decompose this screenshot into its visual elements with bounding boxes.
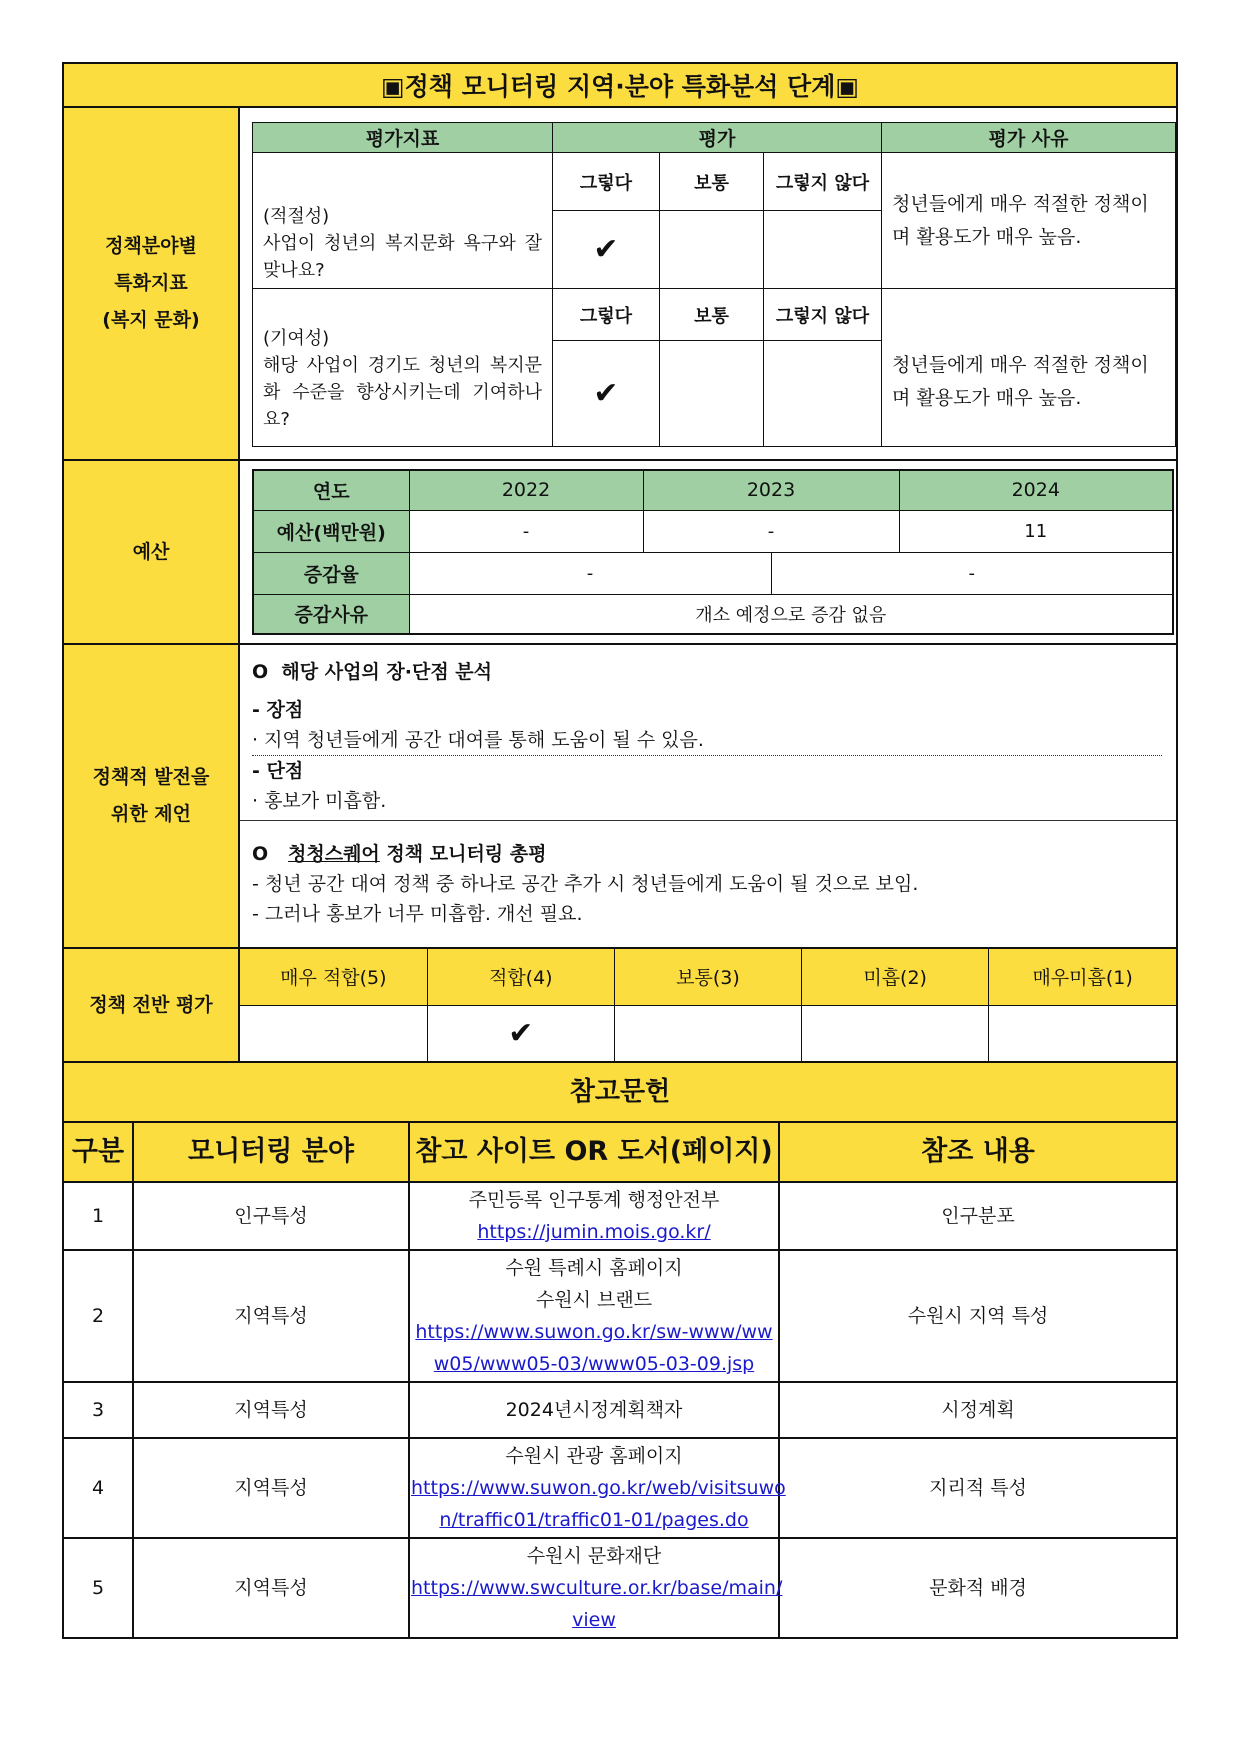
empty-cell: [989, 1005, 1176, 1061]
change-reason-label: 증감사유: [253, 594, 409, 634]
ref-field: 지역특성: [133, 1382, 409, 1438]
budget-side-label: 예산: [63, 460, 239, 644]
option-no-1: 그렇지 않다: [764, 153, 882, 211]
ref-source-line: 주민등록 인구통계 행정안전부: [468, 1189, 720, 1211]
proposal-side-label: [63, 644, 239, 948]
ref-source-line: 수원 특례시 홈페이지: [505, 1257, 683, 1279]
budget-label: 예산(백만원): [253, 510, 409, 552]
empty-cell: [660, 341, 764, 447]
ref-link[interactable]: [411, 1472, 786, 1536]
ref-source: [409, 1538, 783, 1638]
summary-title-text: 정책 모니터링 총평: [386, 843, 547, 865]
option-no-2: 그렇지 않다: [764, 289, 882, 341]
reason-1: 청년들에게 매우 적절한 정책이며 활용도가 매우 높음.: [882, 153, 1176, 289]
ref-source: [409, 1250, 779, 1382]
indicator-header: 평가지표: [253, 123, 553, 153]
ref-header-source: 참고 사이트 OR 도서(페이지): [409, 1122, 779, 1182]
ref-source-line: 수원시 브랜드: [535, 1289, 653, 1311]
monitoring-table: [62, 62, 1178, 1063]
table-row: [63, 1438, 1177, 1538]
summary-line-1: - 청년 공간 대여 정책 중 하나로 공간 추가 시 청년들에게 도움이 될 것으로 보임.: [252, 873, 919, 895]
indicator-side-line-2: 특화지표: [114, 272, 188, 294]
references-table: [62, 1061, 1178, 1639]
budget-2024: 11: [899, 510, 1173, 552]
budget-cell: [239, 460, 1177, 644]
ref-no: 4: [63, 1438, 133, 1538]
budget-2022: -: [409, 510, 643, 552]
indicator-table: [252, 122, 1176, 447]
ref-no: 5: [63, 1538, 133, 1638]
table-row: [63, 1250, 1177, 1382]
ref-source-line: 수원시 문화재단: [526, 1545, 662, 1567]
reason-header: 평가 사유: [882, 123, 1176, 153]
ref-source-line: 수원시 관광 홈페이지: [505, 1445, 683, 1467]
ref-source: 2024년시정계획책자: [409, 1382, 779, 1438]
indicator-category-1: (적절성): [263, 206, 330, 227]
empty-cell: [614, 1005, 801, 1061]
ref-source: [409, 1182, 779, 1250]
year-2022: 2022: [409, 470, 643, 510]
ref-field: 지역특성: [133, 1538, 409, 1638]
change-reason: 개소 예정으로 증감 없음: [409, 594, 1173, 634]
ref-link[interactable]: https://jumin.mois.go.kr/: [477, 1221, 711, 1243]
table-row: [63, 1182, 1177, 1250]
analysis-title-text: 해당 사업의 장·단점 분석: [281, 661, 492, 683]
circle-bullet-icon: O: [252, 661, 269, 683]
table-row: [63, 1538, 1177, 1638]
level-3: 보통(3): [614, 949, 801, 1005]
year-2024: 2024: [899, 470, 1173, 510]
rate-label: 증감율: [253, 552, 409, 594]
rate-1: -: [409, 552, 771, 594]
page-title: ▣정책 모니터링 지역·분야 특화분석 단계▣: [63, 63, 1177, 107]
ref-link-line[interactable]: https://www.suwon.go.kr/sw-www/ww: [415, 1321, 773, 1343]
analysis-title: [252, 657, 1162, 687]
rate-2: -: [771, 552, 1173, 594]
option-yes-1: 그렇다: [553, 153, 660, 211]
ref-content: 수원시 지역 특성: [779, 1250, 1177, 1382]
indicator-question-2: [253, 289, 553, 447]
empty-cell: [764, 341, 882, 447]
indicator-side-label: [63, 107, 239, 460]
ref-content: 문화적 배경: [779, 1538, 1177, 1638]
strength-text: · 지역 청년들에게 공간 대여를 통해 도움이 될 수 있음.: [252, 725, 1162, 756]
indicator-cell: [239, 107, 1177, 460]
budget-2023: -: [643, 510, 899, 552]
overall-table: [240, 949, 1176, 1061]
ref-link-line[interactable]: w05/www05-03/www05-03-09.jsp: [433, 1353, 755, 1375]
ref-link[interactable]: [411, 1316, 777, 1380]
ref-header-field: 모니터링 분야: [133, 1122, 409, 1182]
empty-cell: [764, 211, 882, 289]
document-sheet: [62, 62, 1178, 1639]
references-title: 참고문헌: [63, 1062, 1177, 1122]
check-mark-icon: ✔: [553, 341, 660, 447]
level-4: 적합(4): [427, 949, 614, 1005]
option-normal-2: 보통: [660, 289, 764, 341]
summary-line-2: - 그러나 홍보가 너무 미흡함. 개선 필요.: [252, 903, 583, 925]
indicator-category-2: (기여성): [263, 328, 330, 349]
ref-link[interactable]: [411, 1572, 783, 1636]
weakness-label: - 단점: [252, 760, 304, 782]
proposal-side-line-2: 위한 제언: [110, 803, 192, 825]
indicator-side-line-3: (복지 문화): [102, 309, 200, 331]
ref-content: 시정계획: [779, 1382, 1177, 1438]
section-divider: [240, 820, 1176, 821]
proposal-cell: [239, 644, 1177, 948]
ref-header-no: 구분: [63, 1122, 133, 1182]
ref-link-line[interactable]: https://www.swculture.or.kr/base/main/: [411, 1577, 783, 1599]
overall-side-label: 정책 전반 평가: [63, 948, 239, 1062]
ref-content: 지리적 특성: [779, 1438, 1177, 1538]
ref-no: 2: [63, 1250, 133, 1382]
proposal-side-line-1: 정책적 발전을: [92, 766, 210, 788]
empty-cell: [240, 1005, 427, 1061]
table-row: [63, 1382, 1177, 1438]
ref-field: 인구특성: [133, 1182, 409, 1250]
check-mark-icon: ✔: [427, 1005, 614, 1061]
year-label: 연도: [253, 470, 409, 510]
evaluation-header: 평가: [553, 123, 882, 153]
ref-field: 지역특성: [133, 1438, 409, 1538]
ref-link-line[interactable]: https://www.suwon.go.kr/web/visitsuwo: [411, 1477, 786, 1499]
level-2: 미흡(2): [802, 949, 989, 1005]
ref-no: 3: [63, 1382, 133, 1438]
indicator-question-1: [253, 153, 553, 289]
indicator-side-line-1: 정책분야별: [105, 235, 197, 257]
ref-field: 지역특성: [133, 1250, 409, 1382]
indicator-question-1-text: 사업이 청년의 복지문화 욕구와 잘 맞나요?: [263, 233, 542, 281]
indicator-question-2-text: 해당 사업이 경기도 청년의 복지문화 수준을 향상시키는데 기여하나요?: [263, 355, 542, 430]
ref-link-line[interactable]: view: [572, 1609, 616, 1631]
summary-title: [252, 839, 1162, 869]
option-normal-1: 보통: [660, 153, 764, 211]
weakness-text: · 홍보가 미흡함.: [252, 790, 387, 812]
empty-cell: [802, 1005, 989, 1061]
level-5: 매우 적합(5): [240, 949, 427, 1005]
option-yes-2: 그렇다: [553, 289, 660, 341]
overall-cell: [239, 948, 1177, 1062]
empty-cell: [660, 211, 764, 289]
reason-2: 청년들에게 매우 적절한 정책이며 활용도가 매우 높음.: [882, 289, 1176, 447]
ref-no: 1: [63, 1182, 133, 1250]
ref-link-line[interactable]: n/traffic01/traffic01-01/pages.do: [439, 1509, 749, 1531]
budget-table: [252, 469, 1174, 635]
strength-label: - 장점: [252, 699, 304, 721]
ref-header-content: 참조 내용: [779, 1122, 1177, 1182]
ref-source: [409, 1438, 786, 1538]
ref-content: 인구분포: [779, 1182, 1177, 1250]
summary-policy-name: 청청스퀘어: [288, 843, 380, 865]
check-mark-icon: ✔: [553, 211, 660, 289]
level-1: 매우미흡(1): [989, 949, 1176, 1005]
year-2023: 2023: [643, 470, 899, 510]
circle-bullet-icon: O: [252, 843, 269, 865]
